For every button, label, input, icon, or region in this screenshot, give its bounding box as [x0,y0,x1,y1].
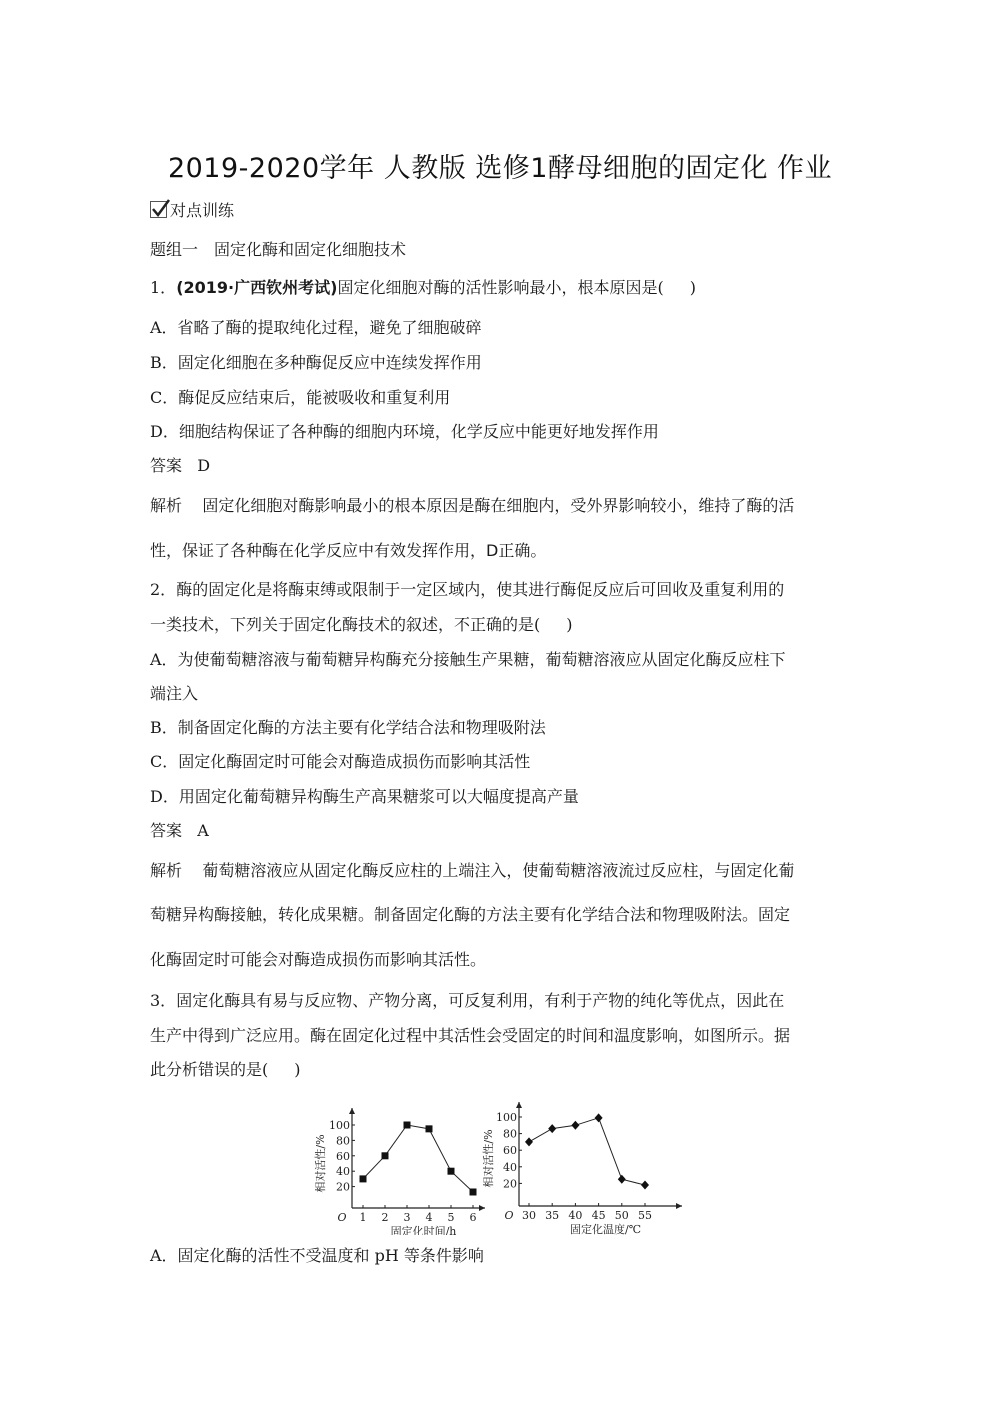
document-title: 2019-2020学年 人教版 选修1酵母细胞的固定化 作业 [167,153,833,184]
q1-analysis-line-1: 解析 固定化细胞对酶影响最小的根本原因是酶在细胞内，受外界影响较小，维持了酶的活 [150,496,795,515]
question-2-stem-line-2: 一类技术，下列关于固定化酶技术的叙述，不正确的是( ) [150,615,573,634]
svg-text:60: 60 [336,1149,350,1163]
svg-text:30: 30 [522,1209,536,1222]
svg-text:80: 80 [503,1127,517,1141]
q1-analysis-line-2: 性，保证了各种酶在化学反应中有效发挥作用，D正确。 [150,541,547,560]
svg-text:100: 100 [496,1111,517,1124]
svg-text:40: 40 [503,1160,517,1174]
svg-text:55: 55 [638,1209,652,1222]
svg-text:4: 4 [425,1211,433,1224]
q2-option-c: C．固定化酶固定时可能会对酶造成损伤而影响其活性 [150,752,531,771]
svg-text:45: 45 [591,1209,606,1222]
section-label: 对点训练 [170,201,235,220]
question-1-stem: 1．(2019·广西钦州考试)固定化细胞对酶的活性影响最小，根本原因是( ) [150,278,696,297]
q2-option-d: D．用固定化葡萄糖异构酶生产高果糖浆可以大幅度提高产量 [150,787,579,806]
chart-fixation-time-plot [300,1100,500,1235]
q1-option-d: D．细胞结构保证了各种酶的细胞内环境，化学反应中能更好地发挥作用 [150,422,659,441]
svg-text:6: 6 [469,1211,477,1224]
answer-value: D [197,456,211,475]
q1-option-c: C．酶促反应结束后，能被吸收和重复利用 [150,388,451,407]
analysis-label: 解析 [150,496,183,515]
q2-option-a-cont: 端注入 [150,684,199,703]
question-source: (2019·广西钦州考试) [176,278,338,297]
svg-text:50: 50 [614,1209,629,1222]
q1-option-a: A．省略了酶的提取纯化过程，避免了细胞破碎 [150,318,482,337]
q2-analysis-line-2: 萄糖异构酶接触，转化成果糖。制备固定化酶的方法主要有化学结合法和物理吸附法。固定 [150,905,791,924]
svg-text:60: 60 [503,1144,517,1158]
chart-fixation-temperature [480,1100,700,1239]
svg-text:O: O [337,1211,347,1224]
group-title: 题组一 固定化酶和固定化细胞技术 [150,240,407,259]
svg-text:5: 5 [447,1211,455,1224]
q1-answer [150,456,210,476]
checkbox-icon [150,201,167,218]
chart-fixation-time [300,1100,500,1239]
svg-text:20: 20 [503,1177,517,1191]
svg-text:40: 40 [336,1165,350,1179]
q2-option-b: B．制备固定化酶的方法主要有化学结合法和物理吸附法 [150,718,546,737]
svg-text:2: 2 [381,1211,389,1224]
svg-text:80: 80 [336,1134,350,1148]
svg-text:40: 40 [568,1209,583,1222]
section-header [150,198,234,221]
q2-analysis-line-3: 化酶固定时可能会对酶造成损伤而影响其活性。 [150,950,487,969]
answer-label: 答案 [150,456,183,475]
question-2-stem-line-1: 2．酶的固定化是将酶束缚或限制于一定区域内，使其进行酶促反应后可回收及重复利用的 [150,580,785,599]
svg-text:相对活性/%: 相对活性/% [482,1129,495,1188]
q2-option-a: A．为使葡萄糖溶液与葡萄糖异构酶充分接触生产果糖，葡萄糖溶液应从固定化酶反应柱下 [150,650,786,669]
question-text: 固定化细胞对酶的活性影响最小，根本原因是( [337,278,664,297]
svg-text:20: 20 [336,1180,350,1194]
svg-text:1: 1 [359,1211,367,1224]
question-3-stem-line-1: 3．固定化酶具有易与反应物、产物分离，可反复利用，有利于产物的纯化等优点，因此在 [150,991,785,1010]
svg-text:3: 3 [403,1211,411,1224]
svg-text:100: 100 [329,1119,350,1132]
q2-analysis-line-1: 解析 葡萄糖溶液应从固定化酶反应柱的上端注入，使葡萄糖溶液流过反应柱，与固定化葡 [150,861,795,880]
q3-option-a: A．固定化酶的活性不受温度和 pH 等条件影响 [150,1246,484,1265]
svg-text:固定化温度/℃: 固定化温度/℃ [569,1223,642,1235]
svg-text:35: 35 [545,1209,560,1222]
q2-answer: 答案 A [150,821,209,840]
chart-fixation-temperature-plot [480,1100,700,1235]
q1-option-b: B．固定化细胞在多种酶促反应中连续发挥作用 [150,353,482,372]
svg-text:O: O [504,1209,514,1222]
svg-text:相对活性/%: 相对活性/% [314,1134,327,1193]
svg-text:固定化时间/h: 固定化时间/h [390,1225,457,1235]
question-3-stem-line-2: 生产中得到广泛应用。酶在固定化过程中其活性会受固定的时间和温度影响，如图所示。据 [150,1026,791,1045]
question-number: 1． [150,278,177,297]
question-3-stem-line-3: 此分析错误的是( ) [150,1060,301,1079]
